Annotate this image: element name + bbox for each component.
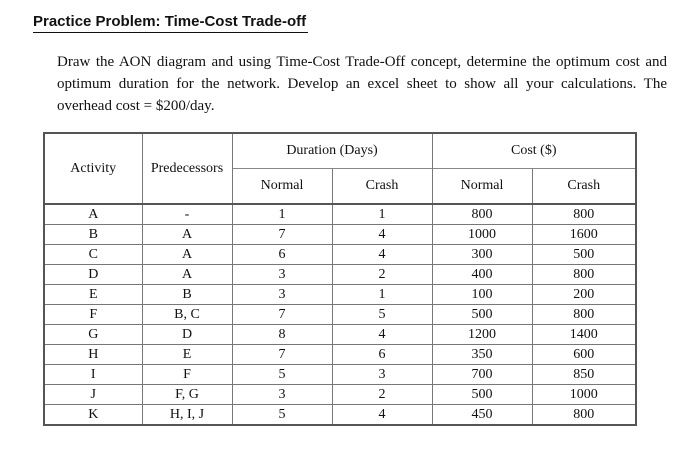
- cell-dur-crash: 1: [332, 285, 432, 305]
- cell-cost-crash: 500: [532, 245, 636, 265]
- cell-predecessors: H, I, J: [142, 405, 232, 426]
- header-duration-normal: Normal: [232, 169, 332, 205]
- cell-dur-normal: 5: [232, 405, 332, 426]
- cell-predecessors: F, G: [142, 385, 232, 405]
- table-row: [44, 285, 636, 305]
- problem-line-2: optimum duration for the network. Develop an excel sheet to show all your calculations. The: [57, 76, 667, 92]
- cell-activity: G: [44, 325, 142, 345]
- cell-activity: I: [44, 365, 142, 385]
- cell-dur-normal: 8: [232, 325, 332, 345]
- cell-dur-normal: 1: [232, 204, 332, 225]
- cell-activity: F: [44, 305, 142, 325]
- cell-cost-crash: 800: [532, 305, 636, 325]
- cell-activity: B: [44, 225, 142, 245]
- header-activity: Activity: [44, 133, 142, 204]
- cell-predecessors: E: [142, 345, 232, 365]
- cell-cost-normal: 300: [432, 245, 532, 265]
- cell-cost-crash: 200: [532, 285, 636, 305]
- table-row: [44, 245, 636, 265]
- problem-statement: [57, 51, 667, 117]
- cell-cost-crash: 1600: [532, 225, 636, 245]
- table-row: [44, 405, 636, 426]
- cell-dur-crash: 2: [332, 385, 432, 405]
- header-cost-crash: Crash: [532, 169, 636, 205]
- cell-cost-crash: 800: [532, 204, 636, 225]
- cell-predecessors: B: [142, 285, 232, 305]
- cell-dur-normal: 3: [232, 285, 332, 305]
- cell-activity: J: [44, 385, 142, 405]
- activity-table: [43, 132, 637, 426]
- cell-predecessors: A: [142, 245, 232, 265]
- cell-cost-normal: 700: [432, 365, 532, 385]
- cell-cost-normal: 800: [432, 204, 532, 225]
- cell-cost-crash: 1000: [532, 385, 636, 405]
- cell-cost-normal: 350: [432, 345, 532, 365]
- header-duration-group: Duration (Days): [232, 133, 432, 169]
- cell-cost-normal: 500: [432, 385, 532, 405]
- table-row: [44, 345, 636, 365]
- cell-dur-normal: 7: [232, 305, 332, 325]
- problem-line-3: overhead cost = $200/day.: [57, 98, 215, 114]
- cell-dur-normal: 6: [232, 245, 332, 265]
- header-cost-normal: Normal: [432, 169, 532, 205]
- table-row: [44, 225, 636, 245]
- page-title: Practice Problem: Time-Cost Trade-off: [33, 13, 308, 33]
- cell-dur-crash: 4: [332, 225, 432, 245]
- table-row: [44, 305, 636, 325]
- cell-cost-normal: 400: [432, 265, 532, 285]
- cell-dur-crash: 4: [332, 245, 432, 265]
- cell-dur-crash: 6: [332, 345, 432, 365]
- table-row: [44, 385, 636, 405]
- problem-line-1: Draw the AON diagram and using Time-Cost Trade-Off concept, determine the optimum cost and: [57, 54, 667, 70]
- cell-cost-crash: 1400: [532, 325, 636, 345]
- cell-predecessors: -: [142, 204, 232, 225]
- table-row: [44, 204, 636, 225]
- cell-dur-crash: 4: [332, 405, 432, 426]
- cell-cost-normal: 500: [432, 305, 532, 325]
- cell-cost-crash: 800: [532, 405, 636, 426]
- cell-dur-normal: 3: [232, 385, 332, 405]
- header-duration-crash: Crash: [332, 169, 432, 205]
- cell-dur-normal: 3: [232, 265, 332, 285]
- cell-activity: E: [44, 285, 142, 305]
- cell-dur-normal: 7: [232, 345, 332, 365]
- cell-cost-crash: 850: [532, 365, 636, 385]
- cell-dur-crash: 4: [332, 325, 432, 345]
- cell-dur-crash: 2: [332, 265, 432, 285]
- cell-activity: H: [44, 345, 142, 365]
- cell-dur-crash: 1: [332, 204, 432, 225]
- header-cost-group: Cost ($): [432, 133, 636, 169]
- cell-predecessors: A: [142, 225, 232, 245]
- cell-predecessors: A: [142, 265, 232, 285]
- cell-dur-crash: 5: [332, 305, 432, 325]
- table-row: [44, 325, 636, 345]
- cell-dur-crash: 3: [332, 365, 432, 385]
- cell-dur-normal: 5: [232, 365, 332, 385]
- cell-cost-normal: 100: [432, 285, 532, 305]
- cell-activity: A: [44, 204, 142, 225]
- cell-cost-normal: 1000: [432, 225, 532, 245]
- cell-predecessors: B, C: [142, 305, 232, 325]
- cell-activity: D: [44, 265, 142, 285]
- table-row: [44, 365, 636, 385]
- cell-predecessors: F: [142, 365, 232, 385]
- cell-dur-normal: 7: [232, 225, 332, 245]
- table-row: [44, 265, 636, 285]
- table-body: [44, 204, 636, 425]
- cell-predecessors: D: [142, 325, 232, 345]
- cell-activity: C: [44, 245, 142, 265]
- cell-activity: K: [44, 405, 142, 426]
- cell-cost-crash: 800: [532, 265, 636, 285]
- cell-cost-normal: 450: [432, 405, 532, 426]
- cell-cost-crash: 600: [532, 345, 636, 365]
- header-predecessors: Predecessors: [142, 133, 232, 204]
- cell-cost-normal: 1200: [432, 325, 532, 345]
